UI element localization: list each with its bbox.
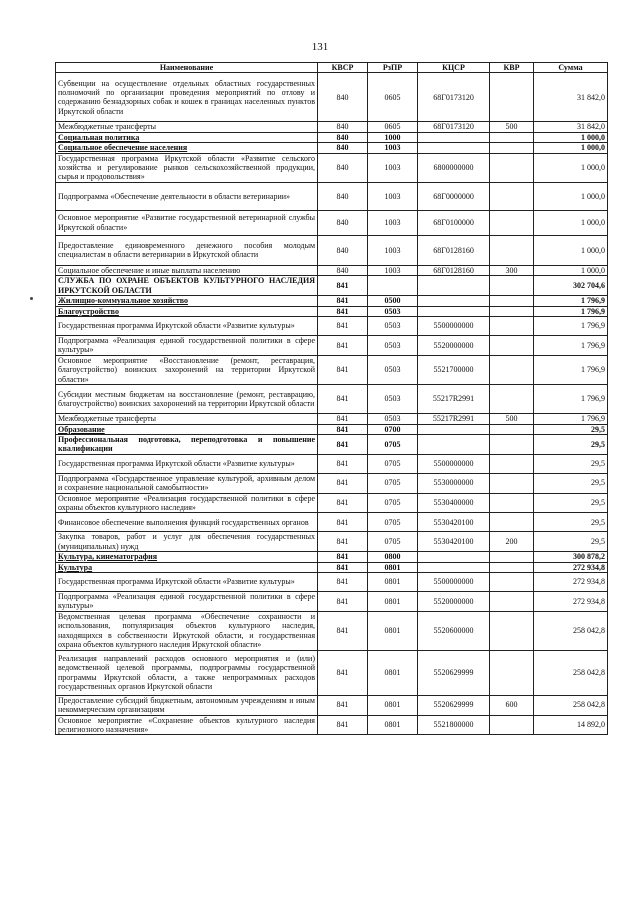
cell-name: Основное мероприятие «Восстановление (ремонт, реставрация, благоустройство) воинских захоронений на территории Иркутской области» [56,355,318,384]
cell-kvsr: 841 [318,493,368,513]
cell-kcsr: 5520000000 [418,336,490,356]
cell-rzpr [368,276,418,296]
cell-sum: 1 000,0 [534,210,608,235]
cell-kcsr: 5520000000 [418,591,490,611]
table-row [56,153,608,182]
cell-rzpr: 0605 [368,73,418,122]
cell-rzpr: 0503 [368,385,418,414]
cell-sum: 258 042,8 [534,650,608,695]
cell-name: Государственная программа Иркутской области «Развитие культуры» [56,572,318,591]
cell-name: Межбюджетные трансферты [56,122,318,132]
cell-rzpr: 0801 [368,611,418,650]
table-row [56,715,608,735]
cell-kvsr: 841 [318,296,368,306]
cell-name: Основное мероприятие «Развитие государственной ветеринарной службы Иркутской области» [56,210,318,235]
cell-kvsr: 840 [318,265,368,275]
table-row [56,454,608,473]
cell-kvr [490,306,534,316]
cell-kvsr: 841 [318,715,368,735]
cell-name: Подпрограмма «Реализация единой государственной политики в сфере культуры» [56,591,318,611]
cell-name: Социальное обеспечение и иные выплаты населению [56,265,318,275]
cell-kvr [490,715,534,735]
table-row [56,414,608,424]
cell-rzpr: 0500 [368,296,418,306]
cell-kvr [490,572,534,591]
table-row [56,235,608,265]
cell-sum: 1 000,0 [534,143,608,153]
table-row [56,695,608,715]
cell-name: Профессиональная подготовка, переподготовка и повышение квалификации [56,434,318,454]
cell-name: Подпрограмма «Реализация единой государственной политики в сфере культуры» [56,336,318,356]
cell-name: Закупка товаров, работ и услуг для обеспечения государственных (муниципальных) нужд [56,532,318,552]
cell-name: Предоставление субсидий бюджетным, автономным учреждениям и иным некоммерческим организациям [56,695,318,715]
cell-rzpr: 0801 [368,572,418,591]
cell-name: Субсидии местным бюджетам на восстановление (ремонт, реставрацию, благоустройство) воинских захоронений на территории Иркутской области [56,385,318,414]
table-row [56,591,608,611]
margin-dot [30,297,33,300]
cell-kvsr: 841 [318,611,368,650]
cell-sum: 29,5 [534,513,608,532]
cell-sum: 300 878,2 [534,552,608,562]
cell-rzpr: 0801 [368,650,418,695]
cell-kvsr: 840 [318,210,368,235]
cell-sum: 29,5 [534,434,608,454]
cell-rzpr: 1003 [368,235,418,265]
cell-sum: 272 934,8 [534,591,608,611]
cell-kvsr: 840 [318,153,368,182]
cell-kvr [490,591,534,611]
cell-kvr [490,493,534,513]
cell-kcsr: 5530400000 [418,493,490,513]
cell-kvsr: 841 [318,434,368,454]
cell-kcsr [418,132,490,142]
cell-rzpr: 0705 [368,532,418,552]
cell-kvsr: 841 [318,306,368,316]
header-sum: Сумма [534,63,608,73]
cell-sum: 29,5 [534,473,608,493]
cell-kcsr: 5500000000 [418,454,490,473]
cell-kcsr [418,143,490,153]
cell-kcsr: 5500000000 [418,317,490,336]
cell-sum: 1 796,9 [534,355,608,384]
table-header-row [56,63,608,73]
cell-name: Государственная программа Иркутской области «Развитие культуры» [56,317,318,336]
cell-rzpr: 1003 [368,210,418,235]
cell-kvsr: 840 [318,122,368,132]
cell-kvr: 600 [490,695,534,715]
cell-kvr: 500 [490,122,534,132]
cell-kcsr: 5530420100 [418,532,490,552]
cell-name: Жилищно-коммунальное хозяйство [56,296,318,306]
cell-kvr [490,182,534,210]
table-row [56,572,608,591]
table-row [56,611,608,650]
cell-kcsr [418,296,490,306]
cell-rzpr: 0503 [368,317,418,336]
table-body [56,73,608,735]
table-row [56,182,608,210]
cell-kvr [490,317,534,336]
cell-kvr [490,650,534,695]
cell-kcsr: 5520629999 [418,695,490,715]
cell-kvr [490,143,534,153]
cell-kcsr: 68Г0128160 [418,235,490,265]
cell-rzpr: 0705 [368,454,418,473]
cell-sum: 1 796,9 [534,306,608,316]
cell-kvr [490,336,534,356]
cell-kcsr: 68Г0000000 [418,182,490,210]
page-number: 131 [311,41,329,53]
cell-kvsr: 841 [318,385,368,414]
cell-kvr [490,153,534,182]
table-row [56,265,608,275]
cell-kvsr: 841 [318,317,368,336]
table-row [56,122,608,132]
cell-rzpr: 0705 [368,434,418,454]
cell-name: Социальное обеспечение населения [56,143,318,153]
cell-sum: 258 042,8 [534,611,608,650]
cell-kvsr: 841 [318,572,368,591]
cell-rzpr: 0503 [368,306,418,316]
header-kvsr: КВСР [318,63,368,73]
cell-rzpr: 0801 [368,715,418,735]
cell-kvr [490,611,534,650]
budget-table [55,62,608,735]
cell-name: Государственная программа Иркутской области «Развитие культуры» [56,454,318,473]
cell-name: Межбюджетные трансферты [56,414,318,424]
cell-kvr [490,210,534,235]
header-rzpr: РзПР [368,63,418,73]
cell-name: Социальная политика [56,132,318,142]
cell-kcsr: 68Г0128160 [418,265,490,275]
cell-kvsr: 841 [318,695,368,715]
cell-sum: 1 796,9 [534,336,608,356]
cell-rzpr: 0503 [368,355,418,384]
cell-sum: 29,5 [534,493,608,513]
cell-rzpr: 1003 [368,265,418,275]
cell-kvsr: 841 [318,650,368,695]
cell-sum: 1 796,9 [534,414,608,424]
table-row [56,210,608,235]
table-row [56,73,608,122]
cell-name: Основное мероприятие «Сохранение объектов культурного наследия религиозного назначения» [56,715,318,735]
cell-sum: 1 796,9 [534,296,608,306]
table-row [56,296,608,306]
cell-kvsr: 840 [318,182,368,210]
cell-rzpr: 0800 [368,552,418,562]
cell-name: Подпрограмма «Государственное управление культурой, архивным делом и сохранение национальной самобытности» [56,473,318,493]
cell-kcsr [418,276,490,296]
cell-kvsr: 840 [318,143,368,153]
cell-kvr [490,454,534,473]
table-row [56,317,608,336]
cell-kvr [490,434,534,454]
cell-kcsr: 68Г0173120 [418,122,490,132]
cell-kvsr: 841 [318,414,368,424]
cell-sum: 1 000,0 [534,153,608,182]
cell-kvr [490,385,534,414]
cell-rzpr: 1000 [368,132,418,142]
table-row [56,513,608,532]
cell-rzpr: 1003 [368,143,418,153]
cell-kvsr: 841 [318,336,368,356]
cell-sum: 1 000,0 [534,182,608,210]
cell-kcsr: 5520600000 [418,611,490,650]
cell-kcsr: 5530000000 [418,473,490,493]
cell-kvr [490,513,534,532]
cell-kcsr: 68Г0100000 [418,210,490,235]
table-row [56,493,608,513]
cell-name: Подпрограмма «Обеспечение деятельности в области ветеринарии» [56,182,318,210]
cell-kvr [490,276,534,296]
cell-kcsr [418,552,490,562]
cell-sum: 29,5 [534,532,608,552]
cell-sum: 1 796,9 [534,385,608,414]
cell-rzpr: 0801 [368,591,418,611]
cell-kvsr: 841 [318,532,368,552]
cell-name: Субвенции на осуществление отдельных областных государственных полномочий по организации проведения мероприятий по отлову и содержанию безнадзорных собак и кошек в границах населенных пунктов Иркутской области [56,73,318,122]
cell-rzpr: 0503 [368,414,418,424]
cell-kvsr: 841 [318,513,368,532]
cell-kvr [490,73,534,122]
cell-kcsr [418,306,490,316]
table-row [56,434,608,454]
cell-rzpr: 0700 [368,424,418,434]
cell-name: Образование [56,424,318,434]
cell-kvsr: 840 [318,235,368,265]
cell-kcsr: 6800000000 [418,153,490,182]
cell-rzpr: 0605 [368,122,418,132]
cell-rzpr: 0801 [368,562,418,572]
cell-rzpr: 0801 [368,695,418,715]
cell-rzpr: 1003 [368,182,418,210]
table-row [56,424,608,434]
table-row [56,306,608,316]
cell-kvsr: 841 [318,473,368,493]
cell-kcsr: 5521800000 [418,715,490,735]
cell-kcsr: 5520629999 [418,650,490,695]
header-kcsr: КЦСР [418,63,490,73]
cell-rzpr: 0705 [368,513,418,532]
cell-kcsr: 55217R2991 [418,414,490,424]
cell-kvr: 500 [490,414,534,424]
cell-kvr [490,296,534,306]
cell-kcsr: 5521700000 [418,355,490,384]
cell-name: Ведомственная целевая программа «Обеспечение сохранности и использования, популяризация объектов культурного наследия, находящихся в собственности Иркутской области, и государственная охрана объектов культурного наследия Иркутской области» [56,611,318,650]
cell-name: Государственная программа Иркутской области «Развитие сельского хозяйства и регулирование рынков сельскохозяйственной продукции, сырья и продовольствия» [56,153,318,182]
cell-kvsr: 841 [318,552,368,562]
cell-sum: 272 934,8 [534,572,608,591]
cell-sum: 1 000,0 [534,265,608,275]
cell-sum: 29,5 [534,424,608,434]
header-kvr: КВР [490,63,534,73]
table-row [56,473,608,493]
table-row [56,650,608,695]
cell-sum: 1 000,0 [534,235,608,265]
cell-kvsr: 840 [318,132,368,142]
cell-kvr [490,355,534,384]
cell-name: СЛУЖБА ПО ОХРАНЕ ОБЪЕКТОВ КУЛЬТУРНОГО НАСЛЕДИЯ ИРКУТСКОЙ ОБЛАСТИ [56,276,318,296]
cell-kvsr: 840 [318,73,368,122]
table-row [56,336,608,356]
cell-kvsr: 841 [318,276,368,296]
cell-name: Культура [56,562,318,572]
cell-sum: 258 042,8 [534,695,608,715]
cell-kcsr [418,562,490,572]
cell-kvr [490,424,534,434]
cell-name: Культура, кинематография [56,552,318,562]
cell-sum: 31 842,0 [534,73,608,122]
cell-kvr: 200 [490,532,534,552]
cell-sum: 272 934,8 [534,562,608,572]
cell-kcsr [418,424,490,434]
cell-rzpr: 0705 [368,473,418,493]
cell-sum: 14 892,0 [534,715,608,735]
cell-rzpr: 0503 [368,336,418,356]
cell-kcsr: 5530420100 [418,513,490,532]
cell-sum: 29,5 [534,454,608,473]
table-row [56,552,608,562]
cell-sum: 1 796,9 [534,317,608,336]
cell-name: Предоставление единовременного денежного пособия молодым специалистам в области ветеринарии в Иркутской области [56,235,318,265]
cell-kvr [490,235,534,265]
table-row [56,562,608,572]
cell-kvsr: 841 [318,424,368,434]
cell-sum: 31 842,0 [534,122,608,132]
table-row [56,355,608,384]
cell-kvsr: 841 [318,591,368,611]
cell-rzpr: 1003 [368,153,418,182]
cell-name: Благоустройство [56,306,318,316]
cell-kvr [490,473,534,493]
cell-sum: 302 704,6 [534,276,608,296]
cell-kvsr: 841 [318,562,368,572]
cell-rzpr: 0705 [368,493,418,513]
cell-kvsr: 841 [318,355,368,384]
cell-kvr [490,552,534,562]
header-name: Наименование [56,63,318,73]
table-row [56,143,608,153]
cell-kvr: 300 [490,265,534,275]
table-row [56,385,608,414]
cell-sum: 1 000,0 [534,132,608,142]
cell-kcsr [418,434,490,454]
cell-kvr [490,132,534,142]
cell-name: Финансовое обеспечение выполнения функций государственных органов [56,513,318,532]
cell-kcsr: 5500000000 [418,572,490,591]
table-row [56,132,608,142]
table-row [56,532,608,552]
cell-name: Основное мероприятие «Реализация государственной политики в сфере охраны объектов культурного наследия» [56,493,318,513]
table-row [56,276,608,296]
cell-kvr [490,562,534,572]
cell-kvsr: 841 [318,454,368,473]
cell-kcsr: 55217R2991 [418,385,490,414]
cell-kcsr: 68Г0173120 [418,73,490,122]
cell-name: Реализация направлений расходов основного мероприятия и (или) ведомственной целевой программы, подпрограммы государственной программы Иркутской области, а также непрограммных расходов государственных органов Иркутской области [56,650,318,695]
